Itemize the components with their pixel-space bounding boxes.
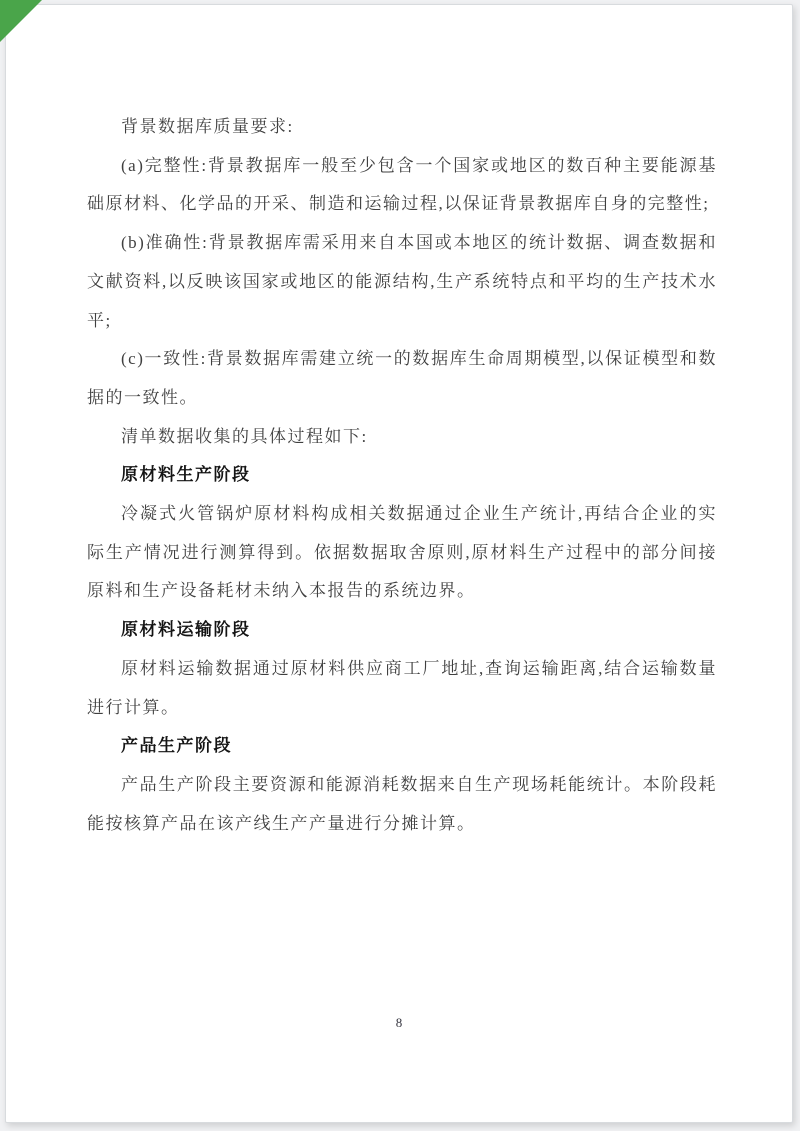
paragraph-raw-material-production: 冷凝式火管锅炉原材料构成相关数据通过企业生产统计,再结合企业的实际生产情况进行测算得到。依据数据取舍原则,原材料生产过程中的部分间接原料和生产设备耗材未纳入本报告的系统边界。 [87, 504, 717, 601]
list-item-b-accuracy: (b)准确性:背景教据库需采用来自本国或本地区的统计数据、调查数据和文献资料,以反映该国家或地区的能源结构,生产系统特点和平均的生产技术水平; [87, 233, 717, 330]
paragraph-quality-requirements-intro: 背景数据库质量要求: [121, 117, 294, 136]
paragraph-product-production: 产品生产阶段主要资源和能源消耗数据来自生产现场耗能统计。本阶段耗能按核算产品在该产线生产产量进行分摊计算。 [87, 774, 717, 833]
heading-raw-material-transport-stage: 原材料运输阶段 [121, 620, 251, 640]
corner-marker-icon [0, 0, 42, 42]
paragraph-inventory-process-intro: 清单数据收集的具体过程如下: [121, 426, 368, 446]
document-content [6, 5, 792, 843]
list-item-a-completeness: (a)完整性:背景教据库一般至少包含一个国家或地区的数百种主要能源基础原材料、化学品的开采、制造和运输过程,以保证背景教据库自身的完整性; [87, 155, 717, 214]
heading-raw-material-production-stage: 原材料生产阶段 [121, 465, 251, 485]
document-page [5, 4, 793, 1123]
paragraph-raw-material-transport: 原材料运输数据通过原材料供应商工厂地址,查询运输距离,结合运输数量进行计算。 [87, 658, 717, 717]
page-number: 8 [395, 1015, 403, 1030]
list-item-c-consistency: (c)一致性:背景数据库需建立统一的数据库生命周期模型,以保证模型和数据的一致性。 [87, 349, 717, 407]
heading-product-production-stage: 产品生产阶段 [121, 736, 232, 756]
